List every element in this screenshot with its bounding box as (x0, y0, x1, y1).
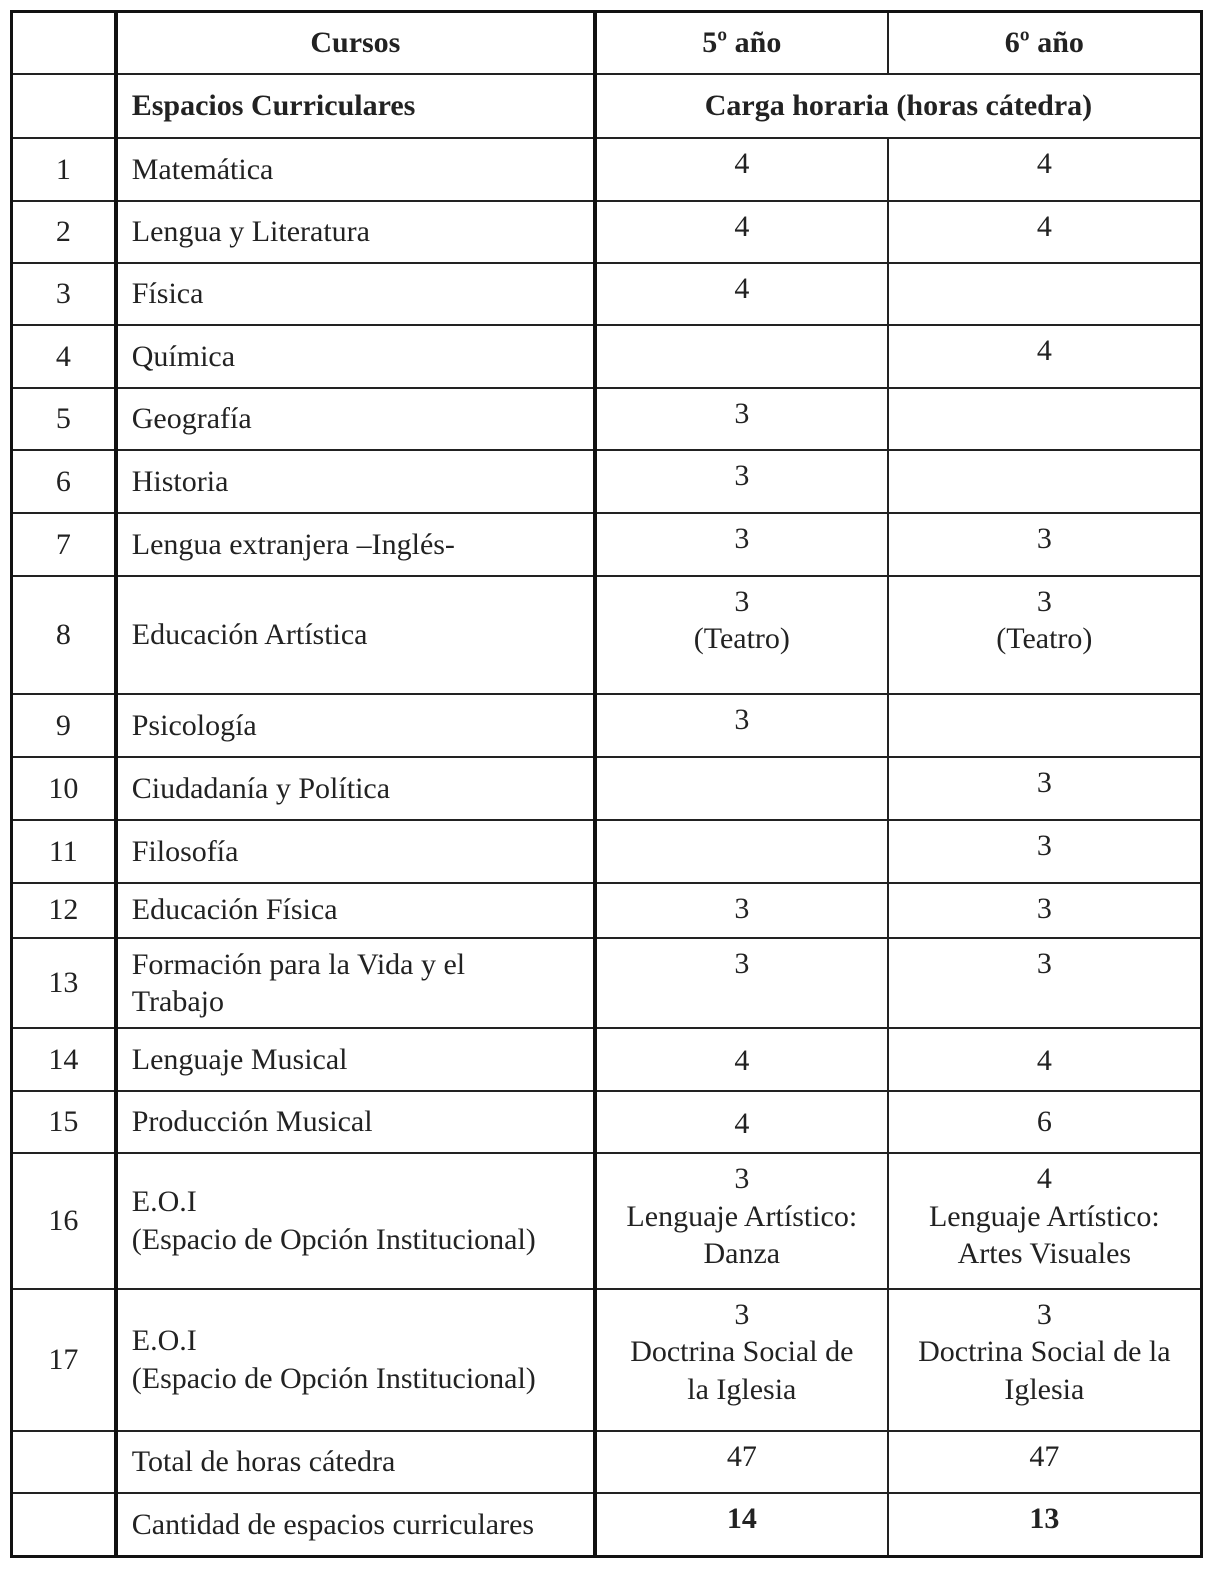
cell-line: Química (131, 339, 236, 373)
row-number: 16 (12, 1153, 116, 1289)
cell-line: 4 (1036, 1162, 1052, 1196)
cell-line: Lengua y Literatura (131, 215, 370, 249)
cell-line: 4 (734, 271, 750, 305)
cell-line: 3 (1036, 829, 1052, 863)
subject-name (116, 1091, 595, 1153)
subject-name (116, 883, 595, 938)
subject-name (116, 201, 595, 263)
table-row (12, 883, 1202, 938)
cell-line: 3 (1036, 891, 1052, 925)
hours-year6 (888, 883, 1202, 938)
cell-line: 3 (734, 1297, 750, 1331)
cell-line: Física (131, 277, 204, 311)
subheader-blank-cell (12, 74, 116, 138)
hours-year5 (595, 325, 888, 387)
row-number: 17 (12, 1289, 116, 1431)
cell-line: Filosofía (131, 834, 239, 868)
cell-line: Lenguaje Artístico: (626, 1199, 858, 1233)
table-row (12, 263, 1202, 325)
hours-year6 (888, 757, 1202, 820)
table-row (12, 938, 1202, 1029)
subject-name (116, 820, 595, 882)
cell-line: 4 (1036, 1044, 1052, 1078)
hours-year5 (595, 1153, 888, 1289)
cell-line: Doctrina Social de la (918, 1335, 1171, 1369)
cell-line: Educación Artística (131, 618, 368, 652)
hours-year5 (595, 263, 888, 325)
table-row (12, 1091, 1202, 1153)
row-number: 6 (12, 450, 116, 513)
hours-year6 (888, 576, 1202, 695)
table-row (12, 820, 1202, 882)
row-number: 1 (12, 138, 116, 200)
hours-year6 (888, 138, 1202, 200)
table-row (12, 1289, 1202, 1431)
cell-line: Producción Musical (131, 1105, 373, 1139)
cell-line: 3 (734, 1162, 750, 1196)
hours-year5 (595, 694, 888, 756)
header-row (12, 12, 1202, 74)
subject-name (116, 513, 595, 575)
hours-year6 (888, 694, 1202, 756)
subject-name (116, 138, 595, 200)
hours-year6 (888, 325, 1202, 387)
cell-line: 3 (1036, 1297, 1052, 1331)
hours-year5 (595, 1091, 888, 1153)
cell-line: (Teatro) (693, 622, 790, 656)
hours-year6 (888, 513, 1202, 575)
cell-line: E.O.I (131, 1324, 197, 1358)
blank-cell (12, 1431, 116, 1493)
subject-name (116, 263, 595, 325)
hours-year5 (595, 1289, 888, 1431)
cell-line: 3 (1036, 584, 1052, 618)
cell-line: 4 (734, 147, 750, 181)
row-number: 13 (12, 938, 116, 1029)
cell-line: Matemática (131, 152, 274, 186)
cell-line: Historia (131, 464, 229, 498)
cell-line: la Iglesia (687, 1372, 797, 1406)
hours-year6 (888, 1289, 1202, 1431)
table-row (12, 513, 1202, 575)
curriculum-table (10, 10, 1203, 1558)
row-number: 14 (12, 1028, 116, 1090)
cell-line: 4 (734, 1106, 750, 1140)
hours-year5 (595, 450, 888, 513)
cell-line: 4 (1036, 334, 1052, 368)
blank-cell (12, 1493, 116, 1556)
subject-name (116, 450, 595, 513)
total-spaces-row (12, 1493, 1202, 1556)
table-row (12, 450, 1202, 513)
cell-line: (Teatro) (996, 622, 1093, 656)
cell-line: 3 (734, 703, 750, 737)
cell-line: 3 (734, 396, 750, 430)
cell-line: Ciudadanía y Política (131, 771, 391, 805)
table-row (12, 201, 1202, 263)
row-number: 9 (12, 694, 116, 756)
cell-line: Formación para la Vida y el (131, 947, 466, 981)
table-row (12, 388, 1202, 450)
total-hours-row-year5: 47 (595, 1431, 888, 1493)
row-number: 11 (12, 820, 116, 882)
cell-line: 3 (1036, 522, 1052, 556)
header-blank-cell (12, 12, 116, 74)
total-spaces-row-year5: 14 (595, 1493, 888, 1556)
hours-year6 (888, 201, 1202, 263)
cell-line: Lengua extranjera –Inglés- (131, 527, 455, 561)
subheader-row (12, 74, 1202, 138)
cell-line: 3 (734, 946, 750, 980)
hours-year6 (888, 820, 1202, 882)
cell-line: Geografía (131, 402, 252, 436)
hours-year6 (888, 388, 1202, 450)
cell-line: 3 (734, 522, 750, 556)
total-hours-row (12, 1431, 1202, 1493)
cell-line: E.O.I (131, 1185, 197, 1219)
hours-year5 (595, 883, 888, 938)
cell-line: Iglesia (1004, 1372, 1085, 1406)
hours-year6 (888, 938, 1202, 1029)
subject-name (116, 938, 595, 1029)
row-number: 8 (12, 576, 116, 695)
cell-line: Trabajo (131, 985, 224, 1019)
header-cursos: Cursos (116, 12, 595, 74)
cell-line: 4 (734, 209, 750, 243)
header-espacios: Espacios Curriculares (116, 74, 595, 138)
cell-line: Educación Física (131, 893, 338, 927)
cell-line: Danza (703, 1237, 781, 1271)
hours-year5 (595, 513, 888, 575)
table-row (12, 694, 1202, 756)
header-year6: 6º año (888, 12, 1202, 74)
hours-year5 (595, 938, 888, 1029)
row-number: 15 (12, 1091, 116, 1153)
subject-name (116, 694, 595, 756)
hours-year5 (595, 201, 888, 263)
subject-name (116, 325, 595, 387)
table-row (12, 138, 1202, 200)
row-number: 2 (12, 201, 116, 263)
cell-line: Lenguaje Musical (131, 1042, 348, 1076)
subject-name (116, 576, 595, 695)
hours-year6 (888, 263, 1202, 325)
cell-line: Lenguaje Artístico: (928, 1199, 1160, 1233)
total-hours-row-year6: 47 (888, 1431, 1202, 1493)
hours-year5 (595, 576, 888, 695)
cell-line: Psicología (131, 708, 257, 742)
subject-name (116, 1289, 595, 1431)
total-hours-row-label: Total de horas cátedra (116, 1431, 595, 1493)
row-number: 12 (12, 883, 116, 938)
hours-year5 (595, 138, 888, 200)
header-year5: 5º año (595, 12, 888, 74)
cell-line: 6 (1036, 1105, 1052, 1139)
hours-year6 (888, 1028, 1202, 1090)
cell-line: 4 (1036, 209, 1052, 243)
subject-name (116, 757, 595, 820)
cell-line: (Espacio de Opción Institucional) (131, 1222, 536, 1256)
row-number: 5 (12, 388, 116, 450)
cell-line: 4 (1036, 147, 1052, 181)
hours-year5 (595, 820, 888, 882)
hours-year5 (595, 757, 888, 820)
table-row (12, 325, 1202, 387)
total-spaces-row-year6: 13 (888, 1493, 1202, 1556)
cell-line: 3 (734, 459, 750, 493)
table-row (12, 576, 1202, 695)
row-number: 10 (12, 757, 116, 820)
cell-line: 3 (1036, 946, 1052, 980)
hours-year6 (888, 450, 1202, 513)
hours-year6 (888, 1153, 1202, 1289)
cell-line: 4 (734, 1044, 750, 1078)
table-row (12, 757, 1202, 820)
cell-line: (Espacio de Opción Institucional) (131, 1361, 536, 1395)
row-number: 7 (12, 513, 116, 575)
header-carga-horaria: Carga horaria (horas cátedra) (595, 74, 1202, 138)
cell-line: 3 (734, 891, 750, 925)
hours-year5 (595, 1028, 888, 1090)
table-row (12, 1153, 1202, 1289)
cell-line: 3 (1036, 765, 1052, 799)
cell-line: 3 (734, 584, 750, 618)
hours-year6 (888, 1091, 1202, 1153)
table-row (12, 1028, 1202, 1090)
row-number: 3 (12, 263, 116, 325)
hours-year5 (595, 388, 888, 450)
subject-name (116, 1153, 595, 1289)
subject-name (116, 1028, 595, 1090)
total-spaces-row-label: Cantidad de espacios curriculares (116, 1493, 595, 1556)
subject-name (116, 388, 595, 450)
row-number: 4 (12, 325, 116, 387)
cell-line: Artes Visuales (957, 1237, 1132, 1271)
cell-line: Doctrina Social de (630, 1335, 854, 1369)
